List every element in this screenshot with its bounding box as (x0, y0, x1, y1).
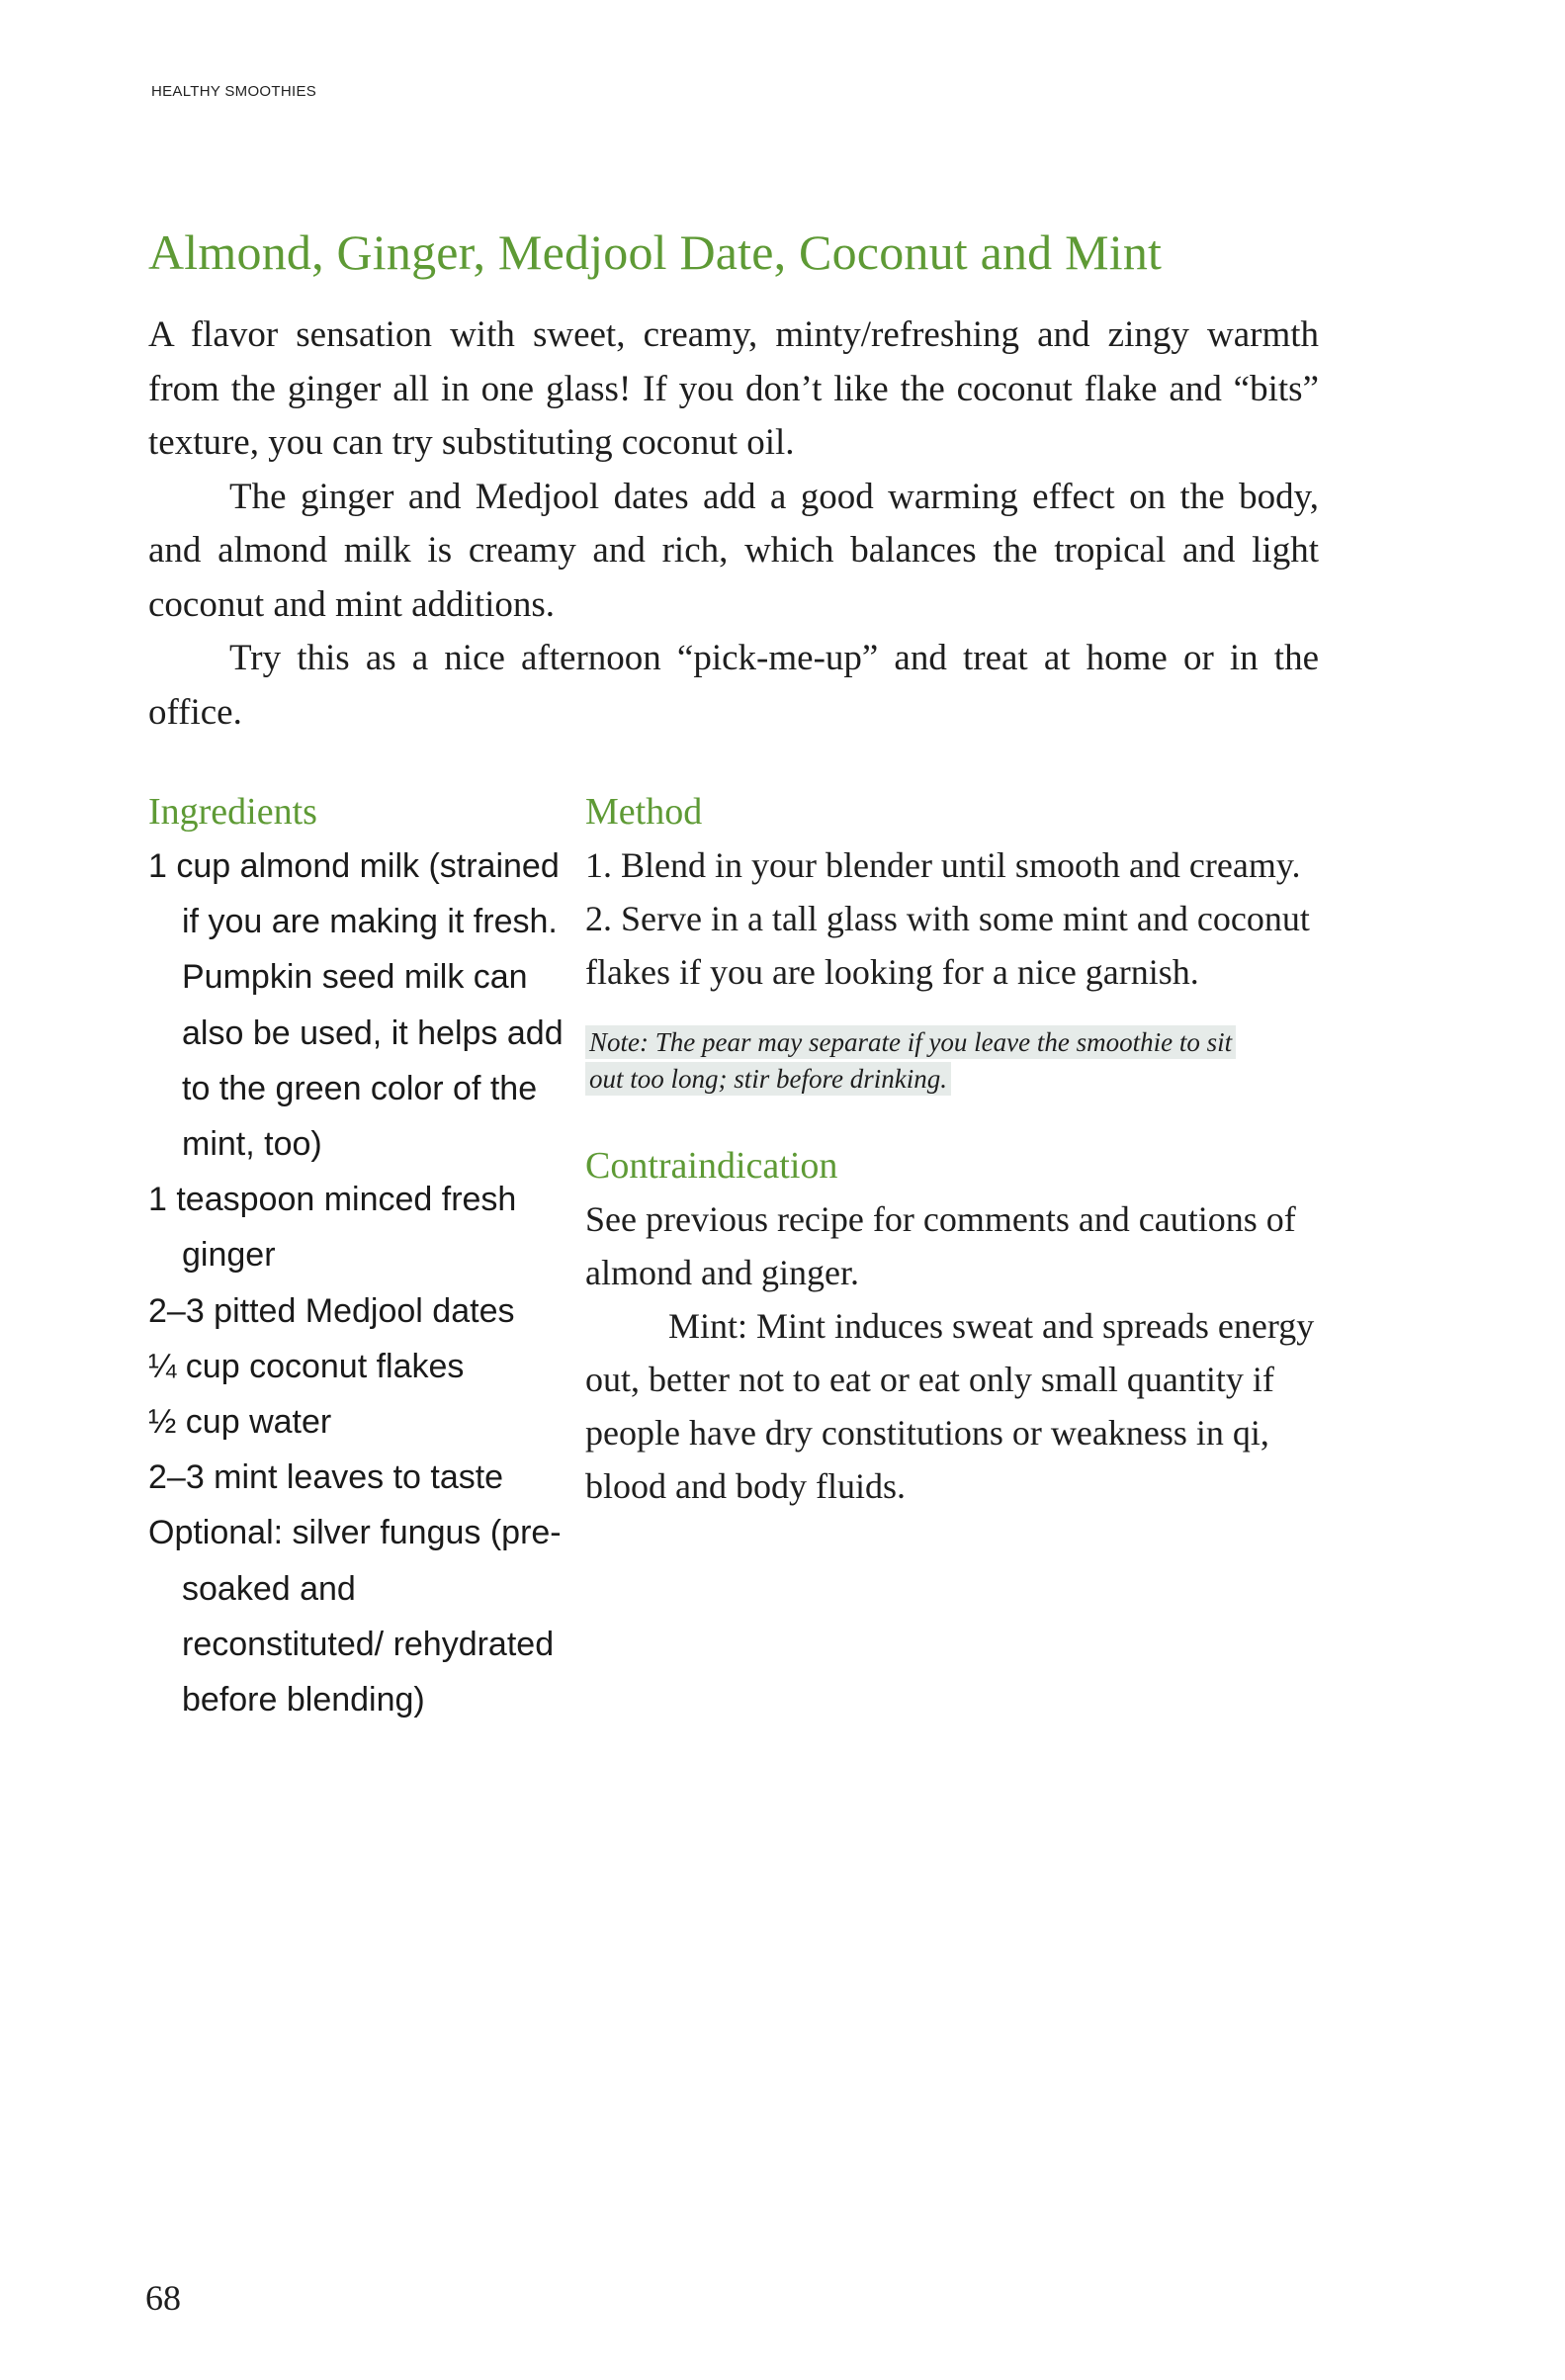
ingredient-item: 2–3 pitted Medjool dates (148, 1291, 515, 1330)
contraindication-heading: Contraindication (585, 1145, 838, 1187)
ingredient-item: ½ cup water (148, 1403, 332, 1442)
page-number: 68 (145, 2278, 181, 2318)
method-step: 1. Blend in your blender until smooth and creamy. (585, 845, 1301, 885)
intro-paragraph: Try this as a nice afternoon “pick-me-up” and treat at home or in the office. (148, 638, 1319, 733)
contraindication-paragraph: Mint: Mint induces sweat and spreads energy out, better not to eat or eat only small quantity if people have dry constitutions or weakness in qi, blood and body fluids. (585, 1306, 1315, 1506)
method-step: 2. Serve in a tall glass with some mint and coconut flakes if you are looking for a nice garnish. (585, 899, 1310, 992)
ingredient-list (148, 838, 564, 1727)
ingredients-heading: Ingredients (148, 791, 317, 833)
recipe-intro (148, 309, 1319, 740)
ingredient-item: ¼ cup coconut flakes (148, 1347, 465, 1385)
method-steps (585, 838, 1322, 999)
intro-paragraph: The ginger and Medjool dates add a good warming effect on the body, and almond milk is creamy and rich, which balances the tropical and light coconut and mint additions. (148, 476, 1319, 625)
running-header: HEALTHY SMOOTHIES (151, 83, 317, 100)
ingredient-item: 1 cup almond milk (strained if you are making it fresh. Pumpkin seed milk can also be used, it helps add to the green color of the mint, too) (148, 847, 564, 1164)
method-section (585, 789, 1322, 1513)
ingredients-section (148, 789, 564, 1727)
note-text: Note: The pear may separate if you leave the smoothie to sit out too long; stir before drinking. (585, 1025, 1236, 1096)
method-heading: Method (585, 791, 703, 833)
ingredient-item: 1 teaspoon minced fresh ginger (148, 1181, 517, 1275)
ingredient-item: Optional: silver fungus (pre-soaked and reconstituted/ rehydrated before blending) (148, 1514, 562, 1719)
contraindication-paragraph: See previous recipe for comments and cautions of almond and ginger. (585, 1199, 1296, 1292)
recipe-title: Almond, Ginger, Medjool Date, Coconut and Mint (148, 224, 1163, 280)
ingredient-item: 2–3 mint leaves to taste (148, 1458, 504, 1497)
contraindication-text (585, 1192, 1322, 1513)
note-box (577, 1016, 1281, 1105)
intro-paragraph: A flavor sensation with sweet, creamy, minty/refreshing and zingy warmth from the ginger all in one glass! If you don’t like the coconut flake and “bits” texture, you can try substituting coconut oil. (148, 314, 1319, 463)
